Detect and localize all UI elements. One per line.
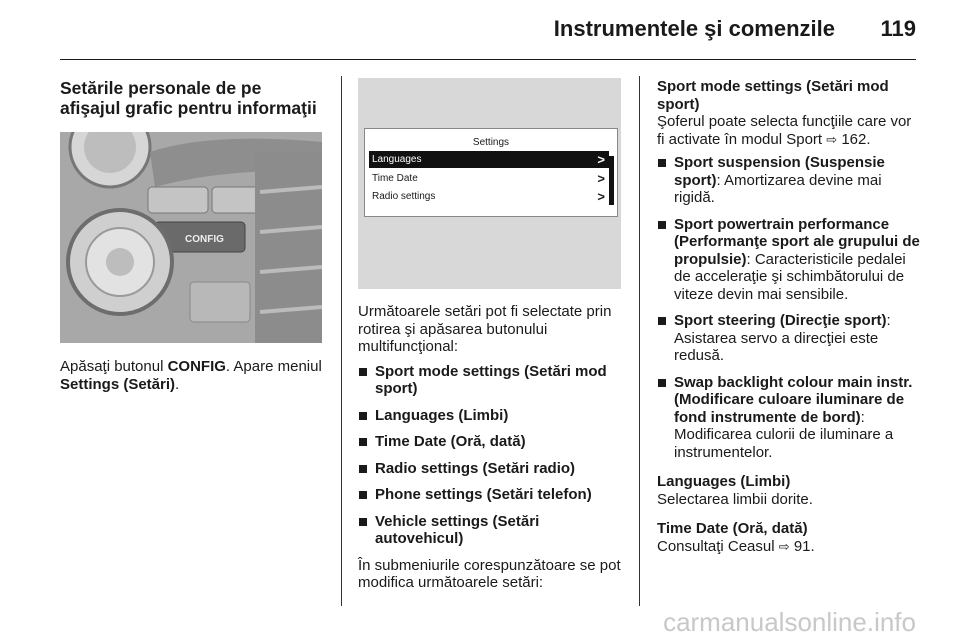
running-header-title: Instrumentele şi comenzile [553,16,835,41]
list-item: Radio settings (Setări radio) [358,460,623,478]
column-3 [657,78,922,555]
column-divider-1 [341,76,342,606]
bullet-square-icon [359,491,367,499]
settings-display [364,128,618,217]
settings-intro: Următoarele setări pot fi selectate prin rotirea şi apăsarea butonului multifuncţional: [358,303,612,355]
display-row: Time Date > [372,171,605,186]
bullet-square-icon [658,159,666,167]
display-row: Languages > [369,151,609,168]
list-item: Sport powertrain performance (Performanţe sport ale grupului de propulsie): Caracteristicile pedalei de acceleraţie şi schimbătorului de viteze devin mai sensibile. [657,216,922,304]
page-reference-arrow-icon: ⇨ [778,538,790,554]
config-button-photo [60,132,322,343]
site-watermark: carmanualsonline.info [663,607,916,637]
list-item: Time Date (Oră, dată) [358,433,623,451]
page-reference-arrow-icon: ⇨ [826,131,838,147]
config-instruction: Apăsaţi butonul CONFIG. Apare meniul Settings (Setări). [60,358,322,393]
sport-mode-text: Şoferul poate selecta funcţiile care vor fi activate în modul Sport ⇨ 162. [657,113,912,148]
chevron-right-icon: > [597,171,605,186]
list-item: Languages (Limbi) [358,407,623,425]
bullet-square-icon [359,518,367,526]
time-date-heading: Time Date (Oră, dată) [657,520,808,537]
list-item: Phone settings (Setări telefon) [358,486,623,504]
time-date-block [657,520,922,555]
chevron-right-icon: > [597,189,605,204]
column-1 [60,78,325,393]
list-item: Swap backlight colour main instr. (Modificare culoare iluminare de fond instrumente de bord): Modificarea culorii de iluminare a instrumentelor. [657,374,922,462]
column-divider-2 [639,76,640,606]
list-item: Sport steering (Direcţie sport): Asistarea servo a direcţiei este redusă. [657,312,922,365]
header-rule [60,59,916,60]
console-illustration [60,132,322,343]
list-item: Sport suspension (Suspensie sport): Amortizarea devine mai rigidă. [657,154,922,207]
display-row: Radio settings > [372,189,605,204]
settings-list [358,363,623,548]
bullet-square-icon [359,465,367,473]
bullet-square-icon [359,412,367,420]
bullet-square-icon [359,438,367,446]
languages-block [657,473,922,508]
bullet-square-icon [658,317,666,325]
list-item: Vehicle settings (Setări autovehicul) [358,513,623,548]
bullet-square-icon [359,368,367,376]
sport-mode-heading: Sport mode settings (Setări mod sport) [657,78,889,113]
languages-heading: Languages (Limbi) [657,473,791,490]
column-2 [358,78,623,592]
display-scrollbar [609,156,614,205]
config-button-label: CONFIG [185,234,224,245]
list-item: Sport mode settings (Setări mod sport) [358,363,623,398]
settings-screen-illustration [358,78,621,289]
submenu-note: În submeniurile corespunzătoare se pot modifica următoarele setări: [358,556,621,591]
bullet-square-icon [658,221,666,229]
display-title: Settings [472,137,510,148]
sport-options-list [657,154,922,461]
bullet-square-icon [658,379,666,387]
chevron-right-icon: > [597,152,605,167]
time-date-text: Consultaţi Ceasul ⇨ 91. [657,537,815,555]
page-number: 119 [880,16,916,41]
section-heading: Setările personale de pe afişajul grafic pentru informaţii [60,78,317,118]
languages-text: Selectarea limbii dorite. [657,490,813,508]
